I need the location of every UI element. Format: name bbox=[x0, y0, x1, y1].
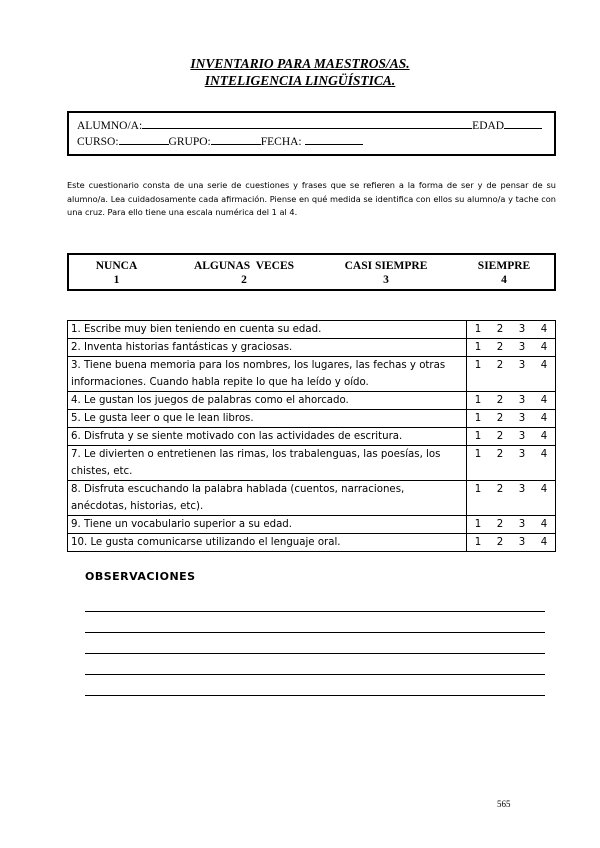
rating-option[interactable]: 2 bbox=[489, 534, 511, 552]
table-row bbox=[68, 339, 556, 357]
observations-title: OBSERVACIONES bbox=[85, 570, 196, 583]
scale-option-1 bbox=[79, 259, 154, 287]
rating-option[interactable]: 2 bbox=[489, 446, 511, 481]
curso-label: CURSO: bbox=[77, 136, 119, 148]
rating-option[interactable]: 4 bbox=[533, 410, 556, 428]
scale-option-2 bbox=[179, 259, 309, 287]
rating-option[interactable]: 4 bbox=[533, 339, 556, 357]
rating-option[interactable]: 1 bbox=[467, 446, 490, 481]
rating-option[interactable]: 3 bbox=[511, 339, 533, 357]
student-info-box bbox=[67, 111, 556, 156]
rating-option[interactable]: 2 bbox=[489, 339, 511, 357]
table-row bbox=[68, 392, 556, 410]
item-text: 6. Disfruta y se siente motivado con las actividades de escritura. bbox=[68, 428, 467, 446]
rating-option[interactable]: 1 bbox=[467, 357, 490, 392]
document-title-line2: INTELIGENCIA LINGÜÍSTICA. bbox=[204, 73, 396, 88]
rating-option[interactable]: 4 bbox=[533, 516, 556, 534]
scale-label: NUNCA bbox=[95, 260, 138, 272]
grupo-label: GRUPO: bbox=[168, 136, 211, 148]
alumno-field[interactable] bbox=[142, 118, 472, 129]
item-text: 1. Escribe muy bien teniendo en cuenta su edad. bbox=[68, 321, 467, 339]
edad-label: EDAD bbox=[472, 120, 505, 132]
student-info-row-1 bbox=[77, 118, 542, 132]
item-text: 4. Le gustan los juegos de palabras como el ahorcado. bbox=[68, 392, 467, 410]
table-row bbox=[68, 481, 556, 516]
rating-option[interactable]: 2 bbox=[489, 516, 511, 534]
rating-option[interactable]: 3 bbox=[511, 428, 533, 446]
rating-option[interactable]: 1 bbox=[467, 516, 490, 534]
item-text: 9. Tiene un vocabulario superior a su edad. bbox=[68, 516, 467, 534]
scale-value: 3 bbox=[383, 274, 389, 286]
observations-line[interactable] bbox=[85, 695, 545, 696]
observations-line[interactable] bbox=[85, 632, 545, 633]
grupo-field[interactable] bbox=[211, 134, 261, 145]
rating-option[interactable]: 4 bbox=[533, 428, 556, 446]
fecha-field[interactable] bbox=[305, 134, 363, 145]
student-info-row-2 bbox=[77, 134, 363, 148]
rating-option[interactable]: 3 bbox=[511, 534, 533, 552]
rating-option[interactable]: 2 bbox=[489, 410, 511, 428]
scale-option-4 bbox=[464, 259, 544, 287]
rating-option[interactable]: 3 bbox=[511, 392, 533, 410]
item-text: 5. Le gusta leer o que le lean libros. bbox=[68, 410, 467, 428]
rating-option[interactable]: 3 bbox=[511, 357, 533, 392]
scale-value: 2 bbox=[241, 274, 247, 286]
rating-scale-legend bbox=[67, 253, 556, 291]
rating-option[interactable]: 3 bbox=[511, 481, 533, 516]
table-row bbox=[68, 357, 556, 392]
table-row bbox=[68, 516, 556, 534]
rating-option[interactable]: 4 bbox=[533, 446, 556, 481]
rating-option[interactable]: 3 bbox=[511, 410, 533, 428]
alumno-label: ALUMNO/A: bbox=[77, 120, 143, 132]
item-text: 2. Inventa historias fantásticas y graciosas. bbox=[68, 339, 467, 357]
scale-label: SIEMPRE bbox=[477, 260, 531, 272]
rating-option[interactable]: 2 bbox=[489, 357, 511, 392]
rating-option[interactable]: 4 bbox=[533, 321, 556, 339]
table-row bbox=[68, 321, 556, 339]
rating-option[interactable]: 1 bbox=[467, 410, 490, 428]
rating-option[interactable]: 3 bbox=[511, 446, 533, 481]
page-number: 565 bbox=[497, 799, 511, 809]
scale-label: ALGUNAS VECES bbox=[193, 260, 295, 272]
scale-value: 1 bbox=[113, 274, 120, 286]
rating-option[interactable]: 1 bbox=[467, 339, 490, 357]
rating-option[interactable]: 1 bbox=[467, 481, 490, 516]
table-row bbox=[68, 446, 556, 481]
rating-option[interactable]: 2 bbox=[489, 481, 511, 516]
rating-option[interactable]: 3 bbox=[511, 516, 533, 534]
rating-option[interactable]: 4 bbox=[533, 357, 556, 392]
rating-option[interactable]: 4 bbox=[533, 481, 556, 516]
item-text: 3. Tiene buena memoria para los nombres, los lugares, las fechas y otras informaciones. Cuando habla repite lo que ha leído y oído. bbox=[68, 357, 467, 392]
document-title-line1: INVENTARIO PARA MAESTROS/AS. bbox=[190, 56, 410, 71]
table-row bbox=[68, 534, 556, 552]
rating-option[interactable]: 2 bbox=[489, 392, 511, 410]
rating-option[interactable]: 1 bbox=[467, 392, 490, 410]
observations-line[interactable] bbox=[85, 611, 545, 612]
rating-option[interactable]: 4 bbox=[533, 392, 556, 410]
edad-field[interactable] bbox=[504, 118, 542, 129]
table-row bbox=[68, 428, 556, 446]
instructions-paragraph: Este cuestionario consta de una serie de cuestiones y frases que se refieren a la forma de ser y de pensar de su alumno/a. Lea cuidadosamente cada afirmación. Piense en qué medida se identifica con ellos su alumno/a y tache con una cruz. Para ello tiene una escala numérica del 1 al 4. bbox=[67, 180, 556, 217]
fecha-label: FECHA: bbox=[260, 136, 302, 148]
scale-value: 4 bbox=[501, 274, 507, 286]
table-row bbox=[68, 410, 556, 428]
item-text: 8. Disfruta escuchando la palabra hablada (cuentos, narraciones, anécdotas, historias, etc). bbox=[68, 481, 467, 516]
item-text: 10. Le gusta comunicarse utilizando el lenguaje oral. bbox=[68, 534, 467, 552]
questionnaire-table bbox=[67, 320, 556, 552]
observations-line[interactable] bbox=[85, 674, 545, 675]
curso-field[interactable] bbox=[119, 134, 169, 145]
rating-option[interactable]: 1 bbox=[467, 534, 490, 552]
rating-option[interactable]: 2 bbox=[489, 321, 511, 339]
rating-option[interactable]: 4 bbox=[533, 534, 556, 552]
scale-label: CASI SIEMPRE bbox=[344, 260, 428, 272]
rating-option[interactable]: 1 bbox=[467, 428, 490, 446]
observations-line[interactable] bbox=[85, 653, 545, 654]
rating-option[interactable]: 3 bbox=[511, 321, 533, 339]
item-text: 7. Le divierten o entretienen las rimas, los trabalenguas, las poesías, los chistes, etc. bbox=[68, 446, 467, 481]
scale-option-3 bbox=[331, 259, 441, 287]
rating-option[interactable]: 1 bbox=[467, 321, 490, 339]
rating-option[interactable]: 2 bbox=[489, 428, 511, 446]
